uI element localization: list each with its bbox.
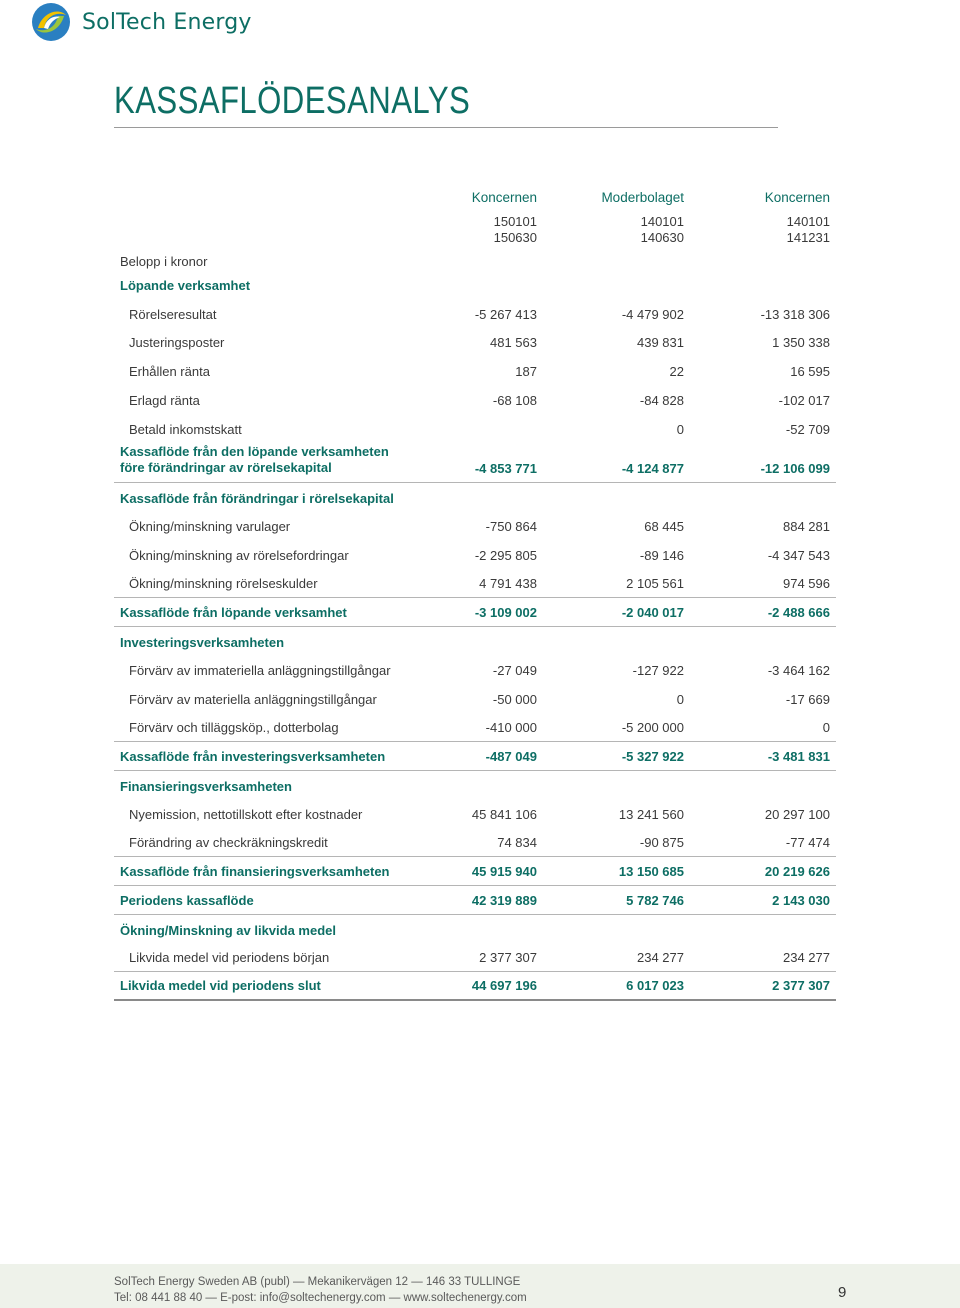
cell-value: 884 281 — [783, 519, 830, 535]
cell-value: 6 017 023 — [626, 978, 684, 994]
row-label — [120, 635, 284, 650]
table-row — [114, 713, 836, 742]
cell-value: 13 241 560 — [618, 807, 684, 823]
cell-value: 234 277 — [783, 950, 830, 966]
cell-value: -4 347 543 — [767, 548, 830, 564]
table-header — [114, 190, 836, 270]
cell-value: 22 — [669, 364, 684, 380]
row-label — [129, 393, 200, 408]
cell-value: 0 — [822, 719, 830, 735]
cell-value: 42 319 889 — [471, 892, 537, 908]
table-row — [114, 627, 836, 656]
row-label — [120, 605, 347, 620]
table-row — [114, 569, 836, 598]
table-row — [114, 299, 836, 328]
cell-value: -5 200 000 — [621, 719, 684, 735]
cell-value: 16 595 — [790, 364, 830, 380]
cell-value: -3 109 002 — [474, 604, 537, 620]
footer-address: SolTech Energy Sweden AB (publ) — Mekanikervägen 12 — 146 33 TULLINGE — [114, 1276, 521, 1288]
table-row — [114, 656, 836, 685]
period-start: 140101 — [640, 214, 684, 229]
cell-value: 45 841 106 — [471, 807, 537, 823]
cell-value: -4 124 877 — [621, 460, 684, 476]
cell-value: -89 146 — [639, 548, 684, 564]
column-period — [494, 214, 537, 246]
row-label-text: Ökning/Minskning av likvida medel — [120, 922, 336, 938]
cell-value: 1 350 338 — [772, 335, 830, 351]
unit-label: Belopp i kronor — [120, 254, 208, 269]
row-label — [129, 519, 290, 534]
cell-value: -84 828 — [639, 392, 684, 408]
row-label — [129, 548, 349, 563]
cell-value: 0 — [676, 692, 684, 708]
table-row — [114, 270, 836, 299]
row-label — [129, 950, 329, 965]
row-label-text: Förvärv och tilläggsköp., dotterbolag — [129, 719, 339, 735]
cell-value: 74 834 — [497, 835, 537, 851]
row-label-text: Finansieringsverksamheten — [120, 778, 292, 794]
cell-value: -27 049 — [492, 663, 537, 679]
company-logo — [30, 0, 252, 44]
row-label — [129, 576, 318, 591]
cell-value: -5 267 413 — [474, 306, 537, 322]
cell-value: 45 915 940 — [471, 863, 537, 879]
row-label-text: Kassaflöde från förändringar i rörelsekapital — [120, 490, 394, 506]
table-row — [114, 944, 836, 973]
cell-value: 13 150 685 — [618, 863, 684, 879]
row-label — [129, 692, 377, 707]
table-row — [114, 771, 836, 800]
column-period — [641, 214, 684, 246]
table-body — [114, 270, 836, 1001]
row-label-text: Nyemission, nettotillskott efter kostnader — [129, 807, 363, 823]
cell-value: 234 277 — [637, 950, 684, 966]
row-label-text: Periodens kassaflöde — [120, 892, 254, 908]
cell-value: -2 040 017 — [621, 604, 684, 620]
cell-value: 481 563 — [490, 335, 537, 351]
cell-value: 2 105 561 — [626, 575, 684, 591]
table-row — [114, 512, 836, 541]
row-label-text: Rörelseresultat — [129, 306, 217, 322]
cell-value: -487 049 — [485, 748, 537, 764]
row-label — [129, 307, 216, 322]
cell-value: -4 853 771 — [474, 460, 537, 476]
row-label — [129, 720, 339, 735]
cell-value: 20 297 100 — [764, 807, 830, 823]
cell-value: 20 219 626 — [764, 863, 830, 879]
column-heading: Koncernen — [471, 190, 537, 205]
page-footer — [0, 1264, 960, 1308]
column-heading: Moderbolaget — [601, 190, 684, 205]
table-row — [114, 385, 836, 414]
table-row — [114, 972, 836, 1001]
cell-value: 2 377 307 — [772, 978, 830, 994]
cell-value: 2 143 030 — [772, 892, 830, 908]
row-label-text: Förvärv av immateriella anläggningstillgångar — [129, 663, 391, 679]
cell-value: 187 — [515, 364, 537, 380]
table-row — [114, 828, 836, 857]
cell-value: -750 864 — [485, 519, 537, 535]
row-label-text: Ökning/minskning rörelseskulder — [129, 575, 318, 591]
row-label — [129, 422, 242, 437]
table-row — [114, 598, 836, 627]
cell-value: 4 791 438 — [479, 575, 537, 591]
row-label-text: Löpande verksamhet — [120, 277, 251, 293]
cell-value: -4 479 902 — [621, 306, 684, 322]
cell-value: 974 596 — [783, 575, 830, 591]
table-row — [114, 483, 836, 512]
table-row — [114, 443, 836, 483]
table-row — [114, 684, 836, 713]
cell-value: -127 922 — [632, 663, 684, 679]
period-end: 150630 — [493, 230, 537, 245]
row-label-text: Förvärv av materiella anläggningstillgångar — [129, 692, 377, 708]
cell-value: -3 481 831 — [767, 748, 830, 764]
cell-value: -5 327 922 — [621, 748, 684, 764]
row-label-text: Ökning/minskning av rörelsefordringar — [129, 548, 349, 564]
cell-value: 0 — [676, 421, 684, 437]
table-row — [114, 886, 836, 915]
cashflow-table — [114, 190, 836, 1001]
table-row — [114, 414, 836, 443]
column-period — [787, 214, 830, 246]
row-label-text: Ökning/minskning varulager — [129, 519, 291, 535]
table-row — [114, 540, 836, 569]
row-label-text: Kassaflöde från finansieringsverksamheten — [120, 863, 390, 879]
row-label — [129, 807, 362, 822]
table-row — [114, 356, 836, 385]
cell-value: -50 000 — [492, 692, 537, 708]
row-label — [129, 663, 391, 678]
cell-value: 68 445 — [644, 519, 684, 535]
period-end: 140630 — [640, 230, 684, 245]
cell-value: -2 488 666 — [767, 604, 830, 620]
page-title: KASSAFLÖDESANALYS — [114, 80, 471, 122]
row-label-text: Förändring av checkräkningskredit — [129, 835, 328, 851]
row-label — [120, 864, 390, 879]
row-label-text: Likvida medel vid periodens slut — [120, 978, 321, 994]
row-label-text: Kassaflöde från investeringsverksamheten — [120, 748, 386, 764]
cell-value: 2 377 307 — [479, 950, 537, 966]
table-row — [114, 915, 836, 944]
cell-value: -102 017 — [778, 392, 830, 408]
row-label — [120, 923, 336, 938]
cell-value: -410 000 — [485, 719, 537, 735]
row-label — [120, 278, 250, 293]
cell-value: -90 875 — [639, 835, 684, 851]
row-label-text: Likvida medel vid periodens början — [129, 950, 330, 966]
row-label — [120, 749, 385, 764]
cell-value: -17 669 — [785, 692, 830, 708]
soltech-logo-icon — [30, 1, 72, 43]
title-divider — [114, 127, 778, 128]
cell-value: -52 709 — [785, 421, 830, 437]
row-label — [120, 893, 254, 908]
cell-value: -13 318 306 — [760, 306, 830, 322]
cell-value: -2 295 805 — [474, 548, 537, 564]
cell-value: 44 697 196 — [471, 978, 537, 994]
row-label-text: Betald inkomstskatt — [129, 421, 242, 437]
cell-value: 439 831 — [637, 335, 684, 351]
row-label-text: före förändringar av rörelsekapital — [120, 459, 332, 475]
row-label-text: Justeringsposter — [129, 335, 225, 351]
row-label-text: Kassaflöde från löpande verksamhet — [120, 604, 347, 620]
cell-value: 5 782 746 — [626, 892, 684, 908]
cell-value: -68 108 — [492, 392, 537, 408]
table-row — [114, 328, 836, 357]
row-label-text: Kassaflöde från den löpande verksamheten — [120, 443, 389, 459]
row-label — [120, 444, 389, 476]
cell-value: -12 106 099 — [760, 460, 830, 476]
row-label — [129, 364, 210, 379]
table-row — [114, 800, 836, 829]
row-label — [120, 491, 394, 506]
brand-name: SolTech Energy — [82, 9, 252, 35]
row-label — [129, 335, 224, 350]
table-row — [114, 742, 836, 771]
page-number: 9 — [838, 1284, 847, 1301]
row-label-text: Erlagd ränta — [129, 392, 200, 408]
cell-value: -3 464 162 — [767, 663, 830, 679]
row-label — [120, 779, 292, 794]
table-row — [114, 857, 836, 886]
cell-value: -77 474 — [785, 835, 830, 851]
period-start: 140101 — [786, 214, 830, 229]
column-heading: Koncernen — [764, 190, 830, 205]
period-end: 141231 — [786, 230, 830, 245]
period-start: 150101 — [493, 214, 537, 229]
row-label — [129, 835, 328, 850]
footer-contact: Tel: 08 441 88 40 — E-post: info@soltechenergy.com — www.soltechenergy.com — [114, 1292, 527, 1304]
row-label-text: Erhållen ränta — [129, 364, 210, 380]
row-label — [120, 978, 321, 993]
row-label-text: Investeringsverksamheten — [120, 634, 285, 650]
